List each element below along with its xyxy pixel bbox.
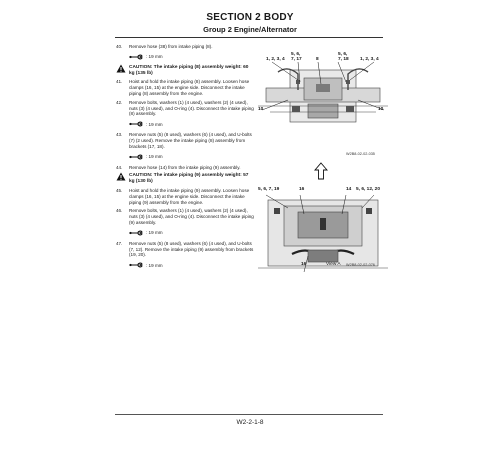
figure1-callout-left-outer: 1, 2, 3, 4 bbox=[266, 57, 285, 62]
wrench-spec-3: : 19 mm bbox=[129, 153, 254, 161]
caution-2: CAUTION: The intake piping (9) assembly weight: 57 kg (130 lb) bbox=[116, 173, 254, 185]
figure1-callout-right-outer: 1, 2, 3, 4 bbox=[360, 57, 379, 62]
figure2-callout-b: 16 bbox=[299, 187, 305, 192]
page-number: W2-2-1-8 bbox=[236, 419, 264, 426]
figure2-id: W2B8-02-02-076 bbox=[346, 263, 375, 267]
view-arrow-icon bbox=[314, 162, 328, 180]
wrench-spec-1: : 19 mm bbox=[129, 53, 254, 61]
wrench-spec-2: : 19 mm bbox=[129, 120, 254, 128]
warning-icon bbox=[116, 172, 126, 181]
figure1-id: W2B8-02-02-035 bbox=[346, 152, 375, 156]
view-a-label: View A bbox=[326, 262, 341, 267]
header-divider bbox=[115, 37, 383, 38]
wrench-icon bbox=[129, 154, 143, 160]
figure1-callout-side-right: 10 bbox=[378, 107, 384, 112]
figure2-callout-e: 16 bbox=[301, 262, 307, 267]
step-43: 43. Remove nuts (5) (8 used), washers (6) (4 used), and U-bolts (7) (2 used). Remove the intake piping (8) assembly from brackets (17, 18). bbox=[116, 132, 252, 149]
step-40: 40. Remove hose (38) from intake piping (8). bbox=[116, 44, 213, 49]
group-subtitle: Group 2 Engine/Alternator bbox=[203, 25, 297, 34]
section-title: SECTION 2 BODY bbox=[206, 12, 294, 23]
instructions-column bbox=[116, 44, 254, 273]
wrench-icon bbox=[129, 54, 143, 60]
intake-piping-figure-top bbox=[258, 60, 388, 135]
figure1-callout-mid: 8 bbox=[316, 57, 319, 62]
step-47: 47. Remove nuts (5) (8 used), washers (6) (4 used), and U-bolts (7, 12). Remove the intake piping (9) assembly from brackets (19, 20). bbox=[116, 240, 254, 258]
figure1-callout-left-top: 5, 6, bbox=[291, 52, 301, 57]
intake-piping-figure-view-a bbox=[258, 194, 388, 274]
figure1-callout-right-bottom: 7, 18 bbox=[338, 57, 349, 62]
step-42: 42. Remove bolts, washers (1) (4 used), washers (2) (4 used), nuts (3) (4 used), and O-ring (4). Disconnect the intake piping (8) assembly. bbox=[116, 99, 254, 117]
figure2-callout-a: 5, 6, 7, 19 bbox=[258, 187, 280, 192]
caution-1: CAUTION: The intake piping (8) assembly weight: 60 kg (135 lb) bbox=[116, 65, 254, 77]
figure2-callout-d: 5, 6, 12, 20 bbox=[356, 187, 381, 192]
step-45: 45. Hoist and hold the intake piping (9) assembly. Loosen hose clamps (16, 15) at the engine side. Disconnect the intake piping (9) assembly from the engine. bbox=[116, 187, 250, 205]
wrench-icon bbox=[129, 230, 143, 236]
warning-icon bbox=[116, 64, 126, 73]
wrench-icon bbox=[129, 262, 143, 268]
wrench-icon bbox=[129, 121, 143, 127]
footer-divider bbox=[115, 414, 383, 415]
wrench-spec-4: : 19 mm bbox=[129, 229, 254, 237]
figure1-callout-side-left: 10 bbox=[258, 107, 264, 112]
figure2-callout-c: 14 bbox=[346, 187, 352, 192]
step-44: 44. Remove hose (14) from the intake piping (9) assembly. bbox=[116, 164, 241, 170]
step-46: 46. Remove bolts, washers (1) (4 used), washers (2) (4 used), nuts (3) (4 used), and O-ring (4). Disconnect the intake piping (9) assembly. bbox=[116, 208, 254, 225]
figure1-callout-left-bottom: 7, 17 bbox=[291, 57, 302, 62]
step-41: 41. Hoist and hold the intake piping (8) assembly. Loosen hose clamps (16, 15) at the engine side. Disconnect the intake piping (8) assembly from the engine. bbox=[116, 79, 250, 96]
wrench-spec-5: : 19 mm bbox=[129, 261, 254, 269]
figure1-callout-right-top: 5, 6, bbox=[338, 52, 348, 57]
